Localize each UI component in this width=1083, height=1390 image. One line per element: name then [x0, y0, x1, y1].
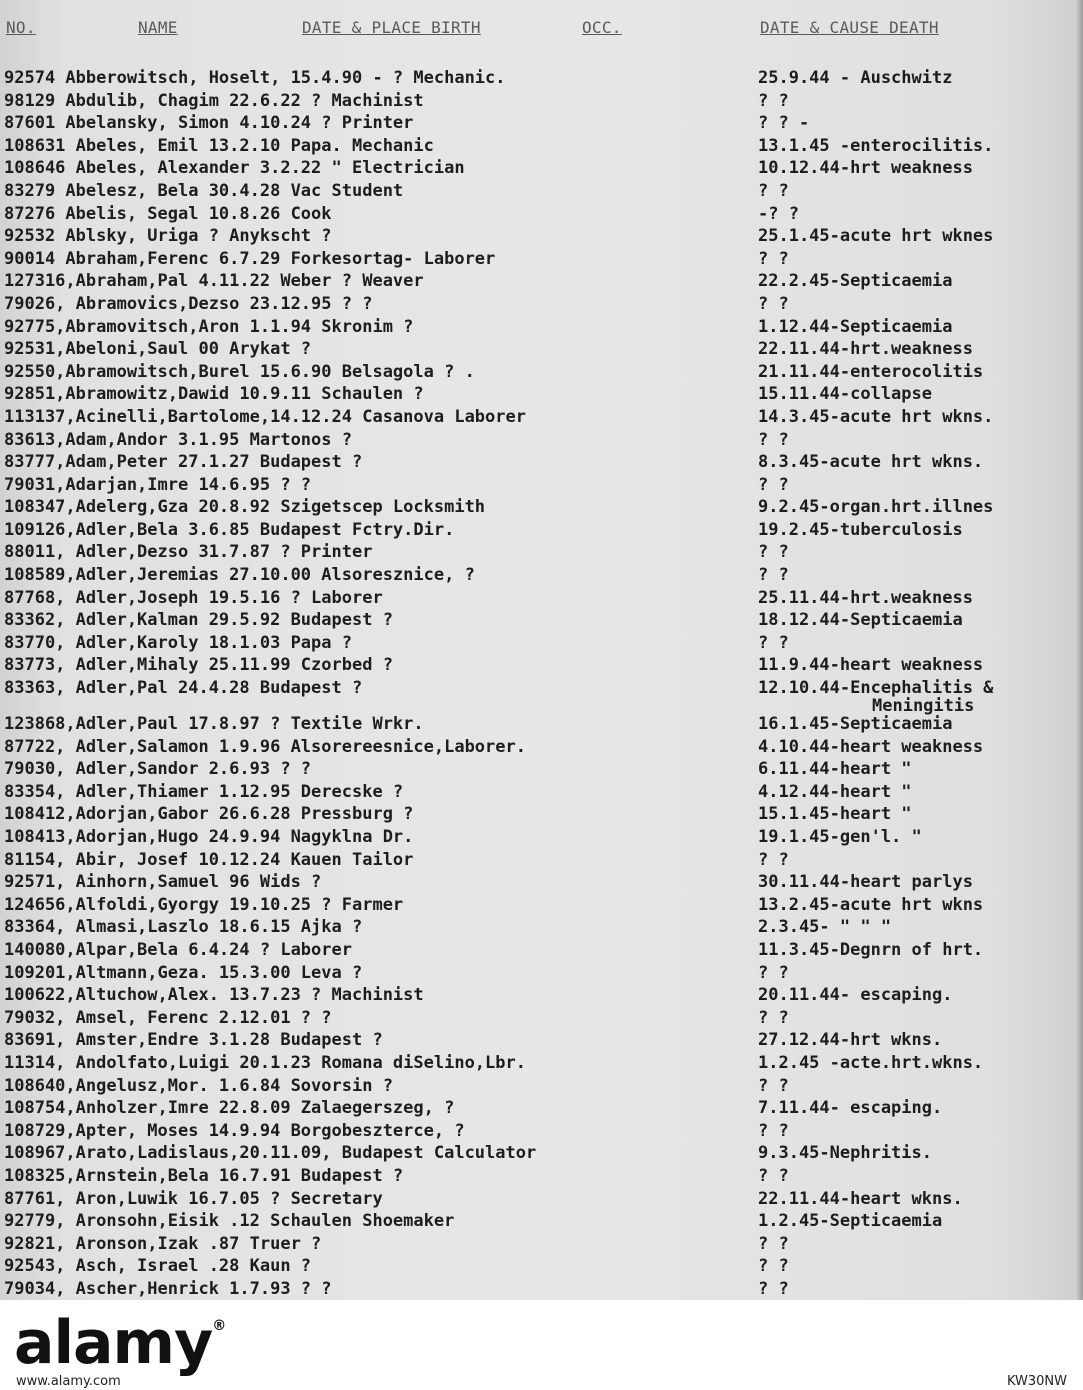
- record-row: [0, 90, 1083, 113]
- record-row: [0, 1029, 1083, 1052]
- record-death-text: 1.2.45 -acte.hrt.wkns.: [758, 1052, 984, 1073]
- record-death-text: 12.10.44-Encephalitis &: [758, 678, 994, 699]
- record-main-text: 79032, Amsel, Ferenc 2.12.01 ? ?: [4, 1007, 332, 1028]
- record-row: [0, 1188, 1083, 1211]
- record-row: [0, 564, 1083, 587]
- record-main-text: 87601 Abelansky, Simon 4.10.24 ? Printer: [4, 113, 414, 134]
- record-row: [0, 1210, 1083, 1233]
- record-death-text: ? ?: [758, 1233, 789, 1254]
- record-death-text: 22.11.44-hrt.weakness: [758, 339, 973, 360]
- record-row: [0, 1165, 1083, 1188]
- record-main-text: 87761, Aron,Luwik 16.7.05 ? Secretary: [4, 1188, 383, 1209]
- record-main-text: 83613,Adam,Andor 3.1.95 Martonos ?: [4, 429, 352, 450]
- record-death-text: ? ?: [758, 180, 789, 201]
- record-list: [0, 67, 1083, 1300]
- record-death-text: ? ?: [758, 248, 789, 269]
- record-row: [0, 406, 1083, 429]
- record-death-continuation: Meningitis: [872, 696, 975, 717]
- record-row: [0, 293, 1083, 316]
- record-row: [0, 736, 1083, 759]
- record-main-text: 83691, Amster,Endre 3.1.28 Budapest ?: [4, 1030, 383, 1051]
- record-death-text: 6.11.44-heart ": [758, 759, 912, 780]
- record-main-text: 83364, Almasi,Laszlo 18.6.15 Ajka ?: [4, 917, 363, 938]
- record-row: [0, 496, 1083, 519]
- record-main-text: 108413,Adorjan,Hugo 24.9.94 Nagyklna Dr.: [4, 827, 414, 847]
- record-row: [0, 180, 1083, 203]
- record-main-text: 92775,Abramovitsch,Aron 1.1.94 Skronim ?: [4, 316, 414, 337]
- column-header-name: NAME: [138, 18, 178, 37]
- record-row: [0, 270, 1083, 293]
- record-main-text: 108967,Arato,Ladislaus,20.11.09, Budapest Calculator: [4, 1143, 537, 1164]
- record-main-text: 113137,Acinelli,Bartolome,14.12.24 Casanova Laborer: [4, 406, 526, 427]
- record-main-text: 108325,Arnstein,Bela 16.7.91 Budapest ?: [4, 1165, 404, 1186]
- record-main-text: 100622,Altuchow,Alex. 13.7.23 ? Machinist: [4, 985, 424, 1006]
- record-main-text: 92531,Abeloni,Saul 00 Arykat ?: [4, 339, 312, 360]
- record-death-text: 1.2.45-Septicaemia: [758, 1211, 943, 1232]
- record-main-text: 92779, Aronsohn,Eisik .12 Schaulen Shoemaker: [4, 1211, 455, 1232]
- record-row: [0, 1255, 1083, 1278]
- record-row: [0, 541, 1083, 564]
- record-death-text: ? ?: [758, 474, 789, 495]
- record-row: [0, 962, 1083, 985]
- record-death-text: ? ?: [758, 632, 789, 653]
- record-main-text: 11314, Andolfato,Luigi 20.1.23 Romana diSelino,Lbr.: [4, 1052, 526, 1073]
- record-row: [0, 383, 1083, 406]
- record-death-text: 25.9.44 - Auschwitz: [758, 68, 953, 88]
- record-row: [0, 67, 1083, 90]
- record-main-text: 108640,Angelusz,Mor. 1.6.84 Sovorsin ?: [4, 1075, 393, 1096]
- record-row: [0, 203, 1083, 226]
- record-main-text: 83773, Adler,Mihaly 25.11.99 Czorbed ?: [4, 655, 393, 676]
- record-row: [0, 916, 1083, 939]
- record-main-text: 108589,Adler,Jeremias 27.10.00 Alsoresznice, ?: [4, 565, 475, 586]
- record-main-text: 108347,Adelerg,Gza 20.8.92 Szigetscep Locksmith: [4, 497, 486, 518]
- record-death-text: 19.2.45-tuberculosis: [758, 519, 963, 540]
- watermark-footer: [0, 1300, 1083, 1390]
- record-death-text: ? ?: [758, 1075, 789, 1096]
- record-death-text: ? ?: [758, 565, 789, 586]
- record-main-text: 92571, Ainhorn,Samuel 96 Wids ?: [4, 872, 322, 893]
- record-main-text: 108754,Anholzer,Imre 22.8.09 Zalaegerszeg, ?: [4, 1098, 455, 1119]
- record-row: [0, 609, 1083, 632]
- record-main-text: 83777,Adam,Peter 27.1.27 Budapest ?: [4, 452, 363, 473]
- record-main-text: 109126,Adler,Bela 3.6.85 Budapest Fctry.Dir.: [4, 519, 455, 540]
- record-row: [0, 939, 1083, 962]
- record-row: [0, 871, 1083, 894]
- record-main-text: 81154, Abir, Josef 10.12.24 Kauen Tailor: [4, 849, 414, 870]
- record-row: [0, 519, 1083, 542]
- record-main-text: 88011, Adler,Dezso 31.7.87 ? Printer: [4, 542, 373, 563]
- record-row: [0, 338, 1083, 361]
- record-row: [0, 429, 1083, 452]
- record-death-text: ? ?: [758, 429, 789, 450]
- record-main-text: 90014 Abraham,Ferenc 6.7.29 Forkesortag- Laborer: [4, 248, 496, 269]
- record-death-text: 15.11.44-collapse: [758, 384, 932, 405]
- record-death-text: 4.10.44-heart weakness: [758, 736, 984, 757]
- record-row: [0, 713, 1083, 736]
- record-death-text: 21.11.44-enterocolitis: [758, 361, 984, 382]
- watermark-url: www.alamy.com: [16, 1374, 121, 1389]
- record-death-text: 2.3.45- " " ": [758, 917, 892, 938]
- column-header-death: DATE & CAUSE DEATH: [760, 18, 939, 37]
- record-death-text: 8.3.45-acute hrt wkns.: [758, 452, 984, 473]
- record-death-text: 30.11.44-heart parlys: [758, 872, 973, 893]
- record-death-text: 11.9.44-heart weakness: [758, 655, 984, 676]
- record-main-text: 108646 Abeles, Alexander 3.2.22 " Electrician: [4, 158, 465, 179]
- alamy-logo: alamy®: [14, 1308, 226, 1378]
- record-row: [0, 1075, 1083, 1098]
- record-main-text: 92543, Asch, Israel .28 Kaun ?: [4, 1256, 312, 1277]
- record-main-text: 92821, Aronson,Izak .87 Truer ?: [4, 1233, 322, 1254]
- record-row: [0, 1233, 1083, 1256]
- record-main-text: 79026, Abramovics,Dezso 23.12.95 ? ?: [4, 293, 373, 314]
- record-main-text: 108729,Apter, Moses 14.9.94 Borgobeszterce, ?: [4, 1120, 465, 1141]
- record-main-text: 83363, Adler,Pal 24.4.28 Budapest ?: [4, 678, 363, 699]
- record-death-text: ? ?: [758, 1007, 789, 1028]
- record-death-text: 22.2.45-Septicaemia: [758, 271, 953, 292]
- record-row: [0, 225, 1083, 248]
- record-death-text: 1.12.44-Septicaemia: [758, 316, 953, 337]
- record-main-text: 87722, Adler,Salamon 1.9.96 Alsorereesnice,Laborer.: [4, 736, 526, 757]
- record-row: [0, 849, 1083, 872]
- record-main-text: 108412,Adorjan,Gabor 26.6.28 Pressburg ?: [4, 804, 414, 825]
- page-edge-shadow: [1076, 0, 1083, 1300]
- record-row: [0, 677, 1083, 717]
- record-row: [0, 1097, 1083, 1120]
- record-row: [0, 1278, 1083, 1300]
- record-row: [0, 361, 1083, 384]
- record-row: [0, 1007, 1083, 1030]
- record-death-text: 4.12.44-heart ": [758, 781, 912, 802]
- record-main-text: 83279 Abelesz, Bela 30.4.28 Vac Student: [4, 180, 404, 201]
- record-death-text: 19.1.45-gen'l. ": [758, 827, 922, 847]
- record-death-text: 27.12.44-hrt wkns.: [758, 1030, 943, 1051]
- watermark-image-id: KW30NW: [1006, 1374, 1067, 1389]
- record-death-text: ? ?: [758, 849, 789, 870]
- column-header-no: NO.: [6, 18, 36, 37]
- record-main-text: 109201,Altmann,Geza. 15.3.00 Leva ?: [4, 962, 363, 983]
- record-death-text: ? ?: [758, 90, 789, 111]
- record-row: [0, 781, 1083, 804]
- record-death-text: 10.12.44-hrt weakness: [758, 158, 973, 179]
- record-main-text: 79030, Adler,Sandor 2.6.93 ? ?: [4, 759, 312, 780]
- record-main-text: 108631 Abeles, Emil 13.2.10 Papa. Mechanic: [4, 135, 434, 156]
- record-main-text: 92574 Abberowitsch, Hoselt, 15.4.90 - ? Mechanic.: [4, 68, 506, 88]
- record-row: [0, 984, 1083, 1007]
- record-row: [0, 758, 1083, 781]
- column-header-occupation: OCC.: [582, 18, 622, 37]
- record-death-text: 25.11.44-hrt.weakness: [758, 587, 973, 608]
- record-death-text: ? ?: [758, 293, 789, 314]
- record-death-text: 14.3.45-acute hrt wkns.: [758, 406, 994, 427]
- column-header-birth: DATE & PLACE BIRTH: [302, 18, 481, 37]
- record-row: [0, 157, 1083, 180]
- record-row: [0, 632, 1083, 655]
- record-main-text: 98129 Abdulib, Chagim 22.6.22 ? Machinist: [4, 90, 424, 111]
- record-row: [0, 316, 1083, 339]
- record-death-text: 13.1.45 -enterocilitis.: [758, 135, 994, 156]
- record-death-text: 25.1.45-acute hrt wknes: [758, 226, 994, 247]
- record-row: [0, 474, 1083, 497]
- record-row: [0, 826, 1083, 849]
- record-main-text: 87276 Abelis, Segal 10.8.26 Cook: [4, 203, 332, 224]
- record-main-text: 92851,Abramowitz,Dawid 10.9.11 Schaulen ?: [4, 384, 424, 405]
- record-death-text: ? ?: [758, 962, 789, 983]
- record-row: [0, 1142, 1083, 1165]
- record-row: [0, 654, 1083, 677]
- record-death-text: 16.1.45-Septicaemia: [758, 714, 953, 735]
- record-row: [0, 1052, 1083, 1075]
- record-row: [0, 451, 1083, 474]
- record-death-text: 15.1.45-heart ": [758, 804, 912, 825]
- record-main-text: 124656,Alfoldi,Gyorgy 19.10.25 ? Farmer: [4, 894, 404, 915]
- record-row: [0, 1120, 1083, 1143]
- record-main-text: 92550,Abramowitsch,Burel 15.6.90 Belsagola ? .: [4, 361, 475, 382]
- record-death-text: 9.3.45-Nephritis.: [758, 1143, 932, 1164]
- record-death-text: ? ?: [758, 1256, 789, 1277]
- record-main-text: 79034, Ascher,Henrick 1.7.93 ? ?: [4, 1278, 332, 1299]
- record-row: [0, 112, 1083, 135]
- record-death-text: ? ?: [758, 1165, 789, 1186]
- record-row: [0, 587, 1083, 610]
- record-main-text: 83362, Adler,Kalman 29.5.92 Budapest ?: [4, 610, 393, 631]
- record-main-text: 123868,Adler,Paul 17.8.97 ? Textile Wrkr.: [4, 714, 424, 735]
- record-death-text: 11.3.45-Degnrn of hrt.: [758, 939, 984, 960]
- record-death-text: 9.2.45-organ.hrt.illnes: [758, 497, 994, 518]
- record-main-text: 140080,Alpar,Bela 6.4.24 ? Laborer: [4, 939, 352, 960]
- record-death-text: ? ?: [758, 1120, 789, 1141]
- record-row: [0, 135, 1083, 158]
- record-row: [0, 803, 1083, 826]
- record-row: [0, 894, 1083, 917]
- record-row: [0, 248, 1083, 271]
- record-death-text: ? ?: [758, 542, 789, 563]
- record-main-text: 127316,Abraham,Pal 4.11.22 Weber ? Weaver: [4, 271, 424, 292]
- record-death-text: -? ?: [758, 203, 799, 224]
- record-main-text: 79031,Adarjan,Imre 14.6.95 ? ?: [4, 474, 312, 495]
- record-death-text: ? ? -: [758, 113, 810, 134]
- record-main-text: 83354, Adler,Thiamer 1.12.95 Derecske ?: [4, 781, 404, 802]
- record-death-text: 7.11.44- escaping.: [758, 1098, 943, 1119]
- record-death-text: 22.11.44-heart wkns.: [758, 1188, 963, 1209]
- record-death-text: 20.11.44- escaping.: [758, 985, 953, 1006]
- record-main-text: 87768, Adler,Joseph 19.5.16 ? Laborer: [4, 587, 383, 608]
- record-death-text: 13.2.45-acute hrt wkns: [758, 894, 984, 915]
- record-death-text: 18.12.44-Septicaemia: [758, 610, 963, 631]
- record-death-text: ? ?: [758, 1278, 789, 1299]
- record-main-text: 92532 Ablsky, Uriga ? Anykscht ?: [4, 226, 332, 247]
- record-main-text: 83770, Adler,Karoly 18.1.03 Papa ?: [4, 632, 352, 653]
